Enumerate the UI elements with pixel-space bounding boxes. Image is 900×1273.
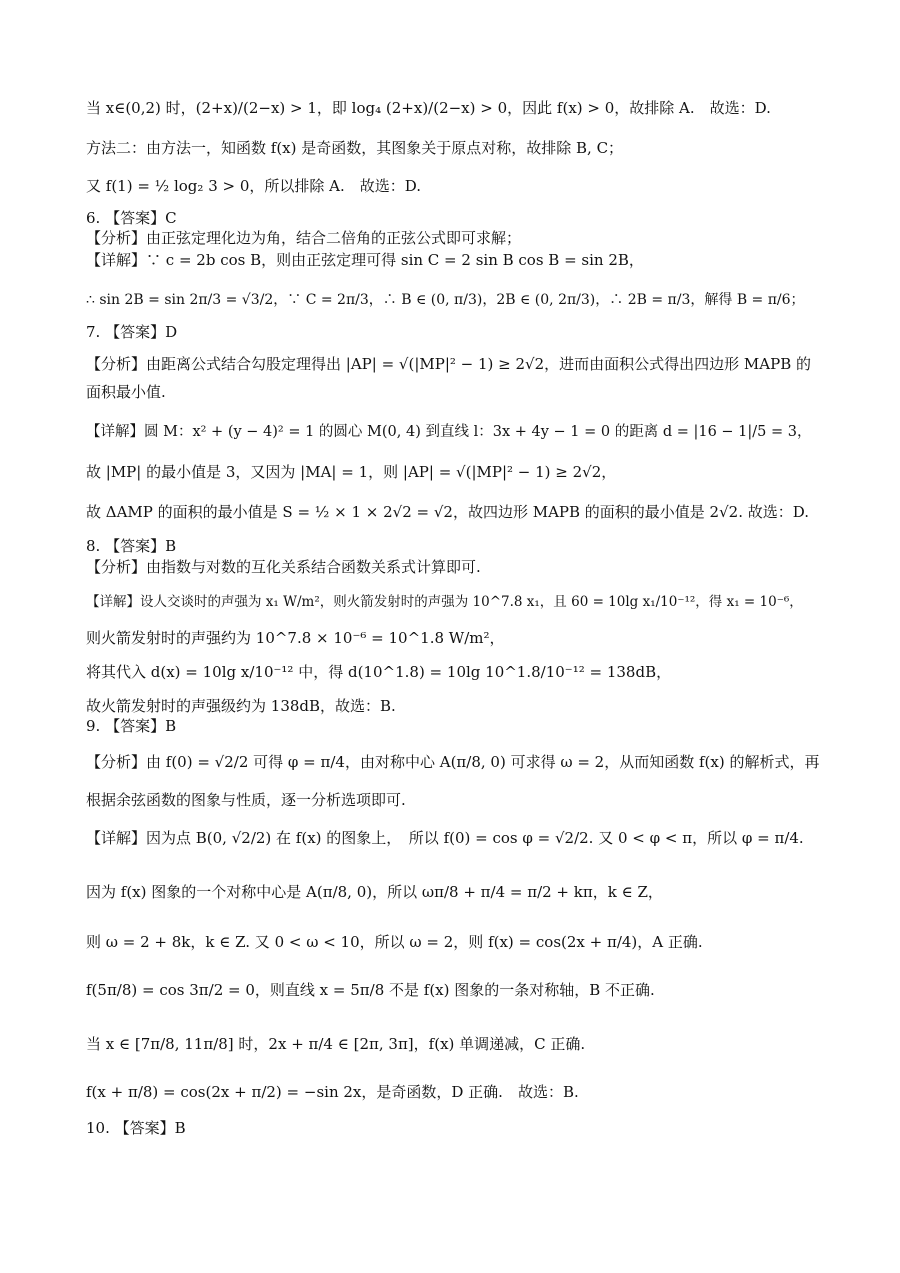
text-line: 9. 【答案】B <box>86 717 177 735</box>
text-line: 【详解】圆 M：x² + (y − 4)² = 1 的圆心 M(0, 4) 到直线 l：3x + 4y − 1 = 0 的距离 d = |16 − 1|/5 = 3， <box>86 424 812 440</box>
text-line: 则 ω = 2 + 8k，k ∈ Z. 又 0 < ω < 10，所以 ω = 2，则 f(x) = cos(2x + π/4)，A 正确. <box>86 933 703 951</box>
text-line: 【分析】由正弦定理化边为角，结合二倍角的正弦公式即可求解； <box>86 229 522 247</box>
text-line: 7. 【答案】D <box>86 323 178 341</box>
text-line: 【分析】由指数与对数的互化关系结合函数关系式计算即可. <box>86 558 481 576</box>
text-line: ∴ sin 2B = sin 2π/3 = √3/2，∵ C = 2π/3，∴ B ∈ (0, π/3)，2B ∈ (0, 2π/3)，∴ 2B = π/3，解得 B = π/6； <box>86 292 805 308</box>
text-line: 当 x∈(0,2) 时，(2+x)/(2−x) > 1，即 log₄ (2+x)/(2−x) > 0，因此 f(x) > 0，故排除 A. 故选：D. <box>86 99 771 117</box>
text-line: 【详解】设人交谈时的声强为 x₁ W/m²，则火箭发射时的声强为 10^7.8 x₁，且 60 = 10lg x₁/10⁻¹²，得 x₁ = 10⁻⁶， <box>86 594 803 610</box>
text-line: 又 f(1) = ½ log₂ 3 > 0，所以排除 A. 故选：D. <box>86 177 422 195</box>
text-line: 当 x ∈ [7π/8, 11π/8] 时，2x + π/4 ∈ [2π, 3π]，f(x) 单调递减，C 正确. <box>86 1035 586 1053</box>
text-line: 故 |MP| 的最小值是 3，又因为 |MA| = 1，则 |AP| = √(|MP|² − 1) ≥ 2√2， <box>86 463 617 481</box>
text-line: 方法二：由方法一，知函数 f(x) 是奇函数，其图象关于原点对称，故排除 B, C； <box>86 139 624 157</box>
text-line: 【详解】因为点 B(0, √2/2) 在 f(x) 的图象上， 所以 f(0) = cos φ = √2/2. 又 0 < φ < π，所以 φ = π/4. <box>86 829 804 847</box>
text-line: f(5π/8) = cos 3π/2 = 0，则直线 x = 5π/8 不是 f(x) 图象的一条对称轴，B 不正确. <box>86 981 655 999</box>
text-line: 【详解】∵ c = 2b cos B，则由正弦定理可得 sin C = 2 sin B cos B = sin 2B， <box>86 251 644 269</box>
text-line: 10. 【答案】B <box>86 1119 186 1137</box>
text-line: 根据余弦函数的图象与性质，逐一分析选项即可. <box>86 791 406 809</box>
text-line: 因为 f(x) 图象的一个对称中心是 A(π/8, 0)，所以 ωπ/8 + π/4 = π/2 + kπ，k ∈ Z， <box>86 883 663 901</box>
text-line: 8. 【答案】B <box>86 537 177 555</box>
text-line: 将其代入 d(x) = 10lg x/10⁻¹² 中，得 d(10^1.8) = 10lg 10^1.8/10⁻¹² = 138dB， <box>86 663 672 681</box>
text-line: 【分析】由距离公式结合勾股定理得出 |AP| = √(|MP|² − 1) ≥ 2√2，进而由面积公式得出四边形 MAPB 的 <box>86 355 811 373</box>
text-line: 【分析】由 f(0) = √2/2 可得 φ = π/4，由对称中心 A(π/8, 0) 可求得 ω = 2，从而知函数 f(x) 的解析式，再 <box>86 753 820 771</box>
text-line: 6. 【答案】C <box>86 209 177 227</box>
text-line: f(x + π/8) = cos(2x + π/2) = −sin 2x，是奇函数，D 正确. 故选：B. <box>86 1083 579 1101</box>
text-line: 则火箭发射时的声强约为 10^7.8 × 10⁻⁶ = 10^1.8 W/m²， <box>86 629 505 647</box>
text-line: 面积最小值. <box>86 383 166 401</box>
text-line: 故火箭发射时的声强级约为 138dB，故选：B. <box>86 697 396 715</box>
text-line: 故 ΔAMP 的面积的最小值是 S = ½ × 1 × 2√2 = √2，故四边形 MAPB 的面积的最小值是 2√2. 故选：D. <box>86 503 809 521</box>
